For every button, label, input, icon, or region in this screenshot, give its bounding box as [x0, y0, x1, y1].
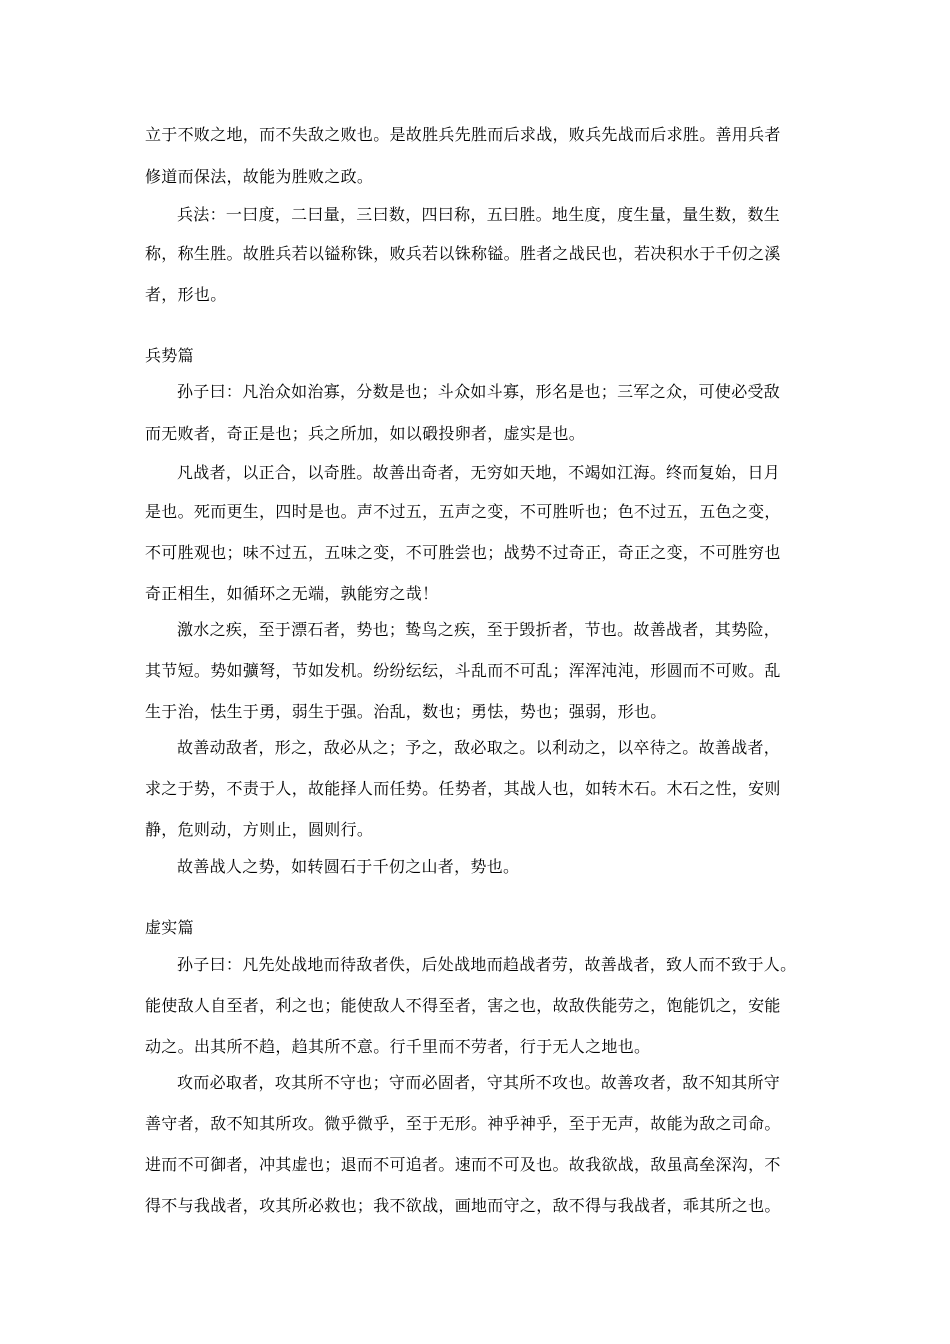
text-line: 善守者，敌不知其所攻。微乎微乎，至于无形。神乎神乎，至于无声，故能为敌之司命。 [145, 1114, 781, 1133]
text-line: 得不与我战者，攻其所必救也；我不欲战，画地而守之，敌不得与我战者，乖其所之也。 [145, 1196, 781, 1215]
text-line: 生于治，怯生于勇，弱生于强。治乱，数也；勇怯，势也；强弱，形也。 [145, 702, 667, 721]
paragraph-start-line: 兵法：一曰度，二曰量，三曰数，四曰称，五曰胜。地生度，度生量，量生数，数生 [177, 205, 781, 224]
paragraph-start-line: 故善战人之势，如转圆石于千仞之山者，势也。 [177, 857, 520, 876]
text-line: 不可胜观也；味不过五，五味之变，不可胜尝也；战势不过奇正，奇正之变，不可胜穷也 [145, 543, 781, 562]
paragraph-start-line: 孙子曰：凡治众如治寡，分数是也；斗众如斗寡，形名是也；三军之众，可使必受敌 [177, 382, 781, 401]
text-line: 而无败者，奇正是也；兵之所加，如以碫投卵者，虚实是也。 [145, 424, 586, 443]
text-line: 动之。出其所不趋，趋其所不意。行千里而不劳者，行于无人之地也。 [145, 1037, 651, 1056]
text-line: 是也。死而更生，四时是也。声不过五，五声之变，不可胜听也；色不过五，五色之变， [145, 502, 781, 521]
paragraph-start-line: 激水之疾，至于漂石者，势也；鸷鸟之疾，至于毁折者，节也。故善战者，其势险， [177, 620, 781, 639]
section-heading-bingshi: 兵势篇 [145, 346, 194, 365]
paragraph-start-line: 攻而必取者，攻其所不守也；守而必固者，守其所不攻也。故善攻者，敌不知其所守 [177, 1073, 781, 1092]
text-line: 称，称生胜。故胜兵若以镒称铢，败兵若以铢称镒。胜者之战民也，若决积水于千仞之溪 [145, 244, 781, 263]
paragraph-start-line: 凡战者，以正合，以奇胜。故善出奇者，无穷如天地，不竭如江海。终而复始，日月 [177, 463, 781, 482]
text-line: 奇正相生，如循环之无端，孰能穷之哉！ [145, 584, 439, 603]
text-line: 静，危则动，方则止，圆则行。 [145, 820, 374, 839]
section-heading-xushi: 虚实篇 [145, 918, 194, 937]
text-line: 求之于势，不责于人，故能择人而任势。任势者，其战人也，如转木石。木石之性，安则 [145, 779, 781, 798]
text-line: 修道而保法，故能为胜败之政。 [145, 167, 374, 186]
text-line: 进而不可御者，冲其虚也；退而不可追者。速而不可及也。故我欲战，敌虽高垒深沟，不 [145, 1155, 781, 1174]
text-line: 者，形也。 [145, 285, 227, 304]
text-line: 立于不败之地，而不失敌之败也。是故胜兵先胜而后求战，败兵先战而后求胜。善用兵者 [145, 125, 781, 144]
paragraph-start-line: 孙子曰：凡先处战地而待敌者佚，后处战地而趋战者劳，故善战者，致人而不致于人。 [177, 955, 797, 974]
paragraph-start-line: 故善动敌者，形之，敌必从之；予之，敌必取之。以利动之，以卒待之。故善战者， [177, 738, 781, 757]
text-line: 能使敌人自至者，利之也；能使敌人不得至者，害之也，故敌佚能劳之，饱能饥之，安能 [145, 996, 781, 1015]
text-line: 其节短。势如彍弩，节如发机。纷纷纭纭，斗乱而不可乱；浑浑沌沌，形圆而不可败。乱 [145, 661, 781, 680]
